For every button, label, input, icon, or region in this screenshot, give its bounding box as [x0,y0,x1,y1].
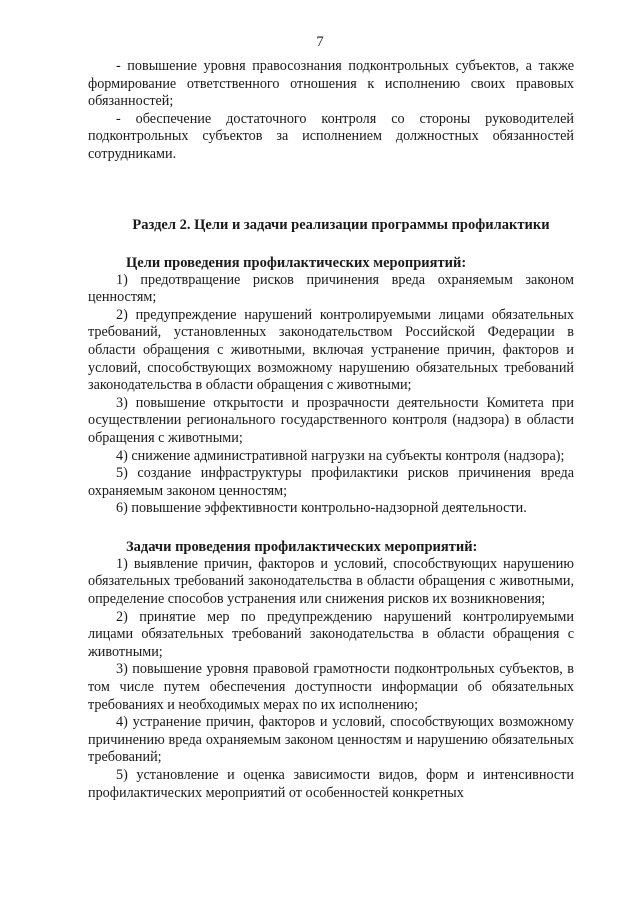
goal-item: 1) предотвращение рисков причинения вреда охраняемым законом ценностям; [88,271,574,306]
goals-heading: Цели проведения профилактических мероприятий: [126,254,467,271]
intro-item: - обеспечение достаточного контроля со стороны руководителей подконтрольных субъектов за исполнением должностных обязанностей сотрудниками. [88,110,574,162]
task-item: 3) повышение уровня правовой грамотности подконтрольных субъектов, в том числе путем обеспечения доступности информации об обязательных требованиях и необходимых мерах по их исполнению; [88,661,574,713]
section-title: Раздел 2. Цели и задачи реализации программы профилактики [132,216,550,233]
goal-item: 6) повышение эффективности контрольно-надзорной деятельности. [116,500,527,517]
page-number: 7 [316,34,324,50]
spacer [88,518,574,538]
task-item: 2) принятие мер по предупреждению нарушений контролируемыми лицами обязательных требований законодательства в области обращения с животными; [88,608,574,660]
task-item: 1) выявление причин, факторов и условий, способствующих нарушению обязательных требований законодательства в области обращения с животными, определение способов устранения или снижения рисков их возникновения; [88,555,574,608]
tasks-heading: Задачи проведения профилактических мероприятий: [126,538,478,555]
task-item: 4) устранение причин, факторов и условий, способствующих возможному причинению вреда охраняемым законом ценностям и нарушению обязательных требований; [88,714,574,766]
goal-item: 2) предупреждение нарушений контролируемыми лицами обязательных требований, установленных законодательством Российской Федерации в области обращения с животными, включая устранение причин, факторов и условий, способствующих возможному нарушению обязательных требований законодательства в области обращения с животными; [88,306,574,394]
goal-item: 4) снижение административной нагрузки на субъекты контроля (надзора); [116,447,565,464]
goal-item: 5) создание инфраструктуры профилактики рисков причинения вреда охраняемым законом ценностям; [88,465,574,499]
spacer [88,164,574,216]
spacer [88,234,574,254]
task-item: 5) установление и оценка зависимости видов, форм и интенсивности профилактических мероприятий от особенностей конкретных [88,767,574,801]
document-body [88,58,574,802]
goal-item: 3) повышение открытости и прозрачности деятельности Комитета при осуществлении регионального государственного контроля (надзора) в области обращения с животными; [88,394,574,446]
intro-item: - повышение уровня правосознания подконтрольных субъектов, а также формирование ответственного отношения к исполнению своих правовых обязанностей; [88,58,574,110]
